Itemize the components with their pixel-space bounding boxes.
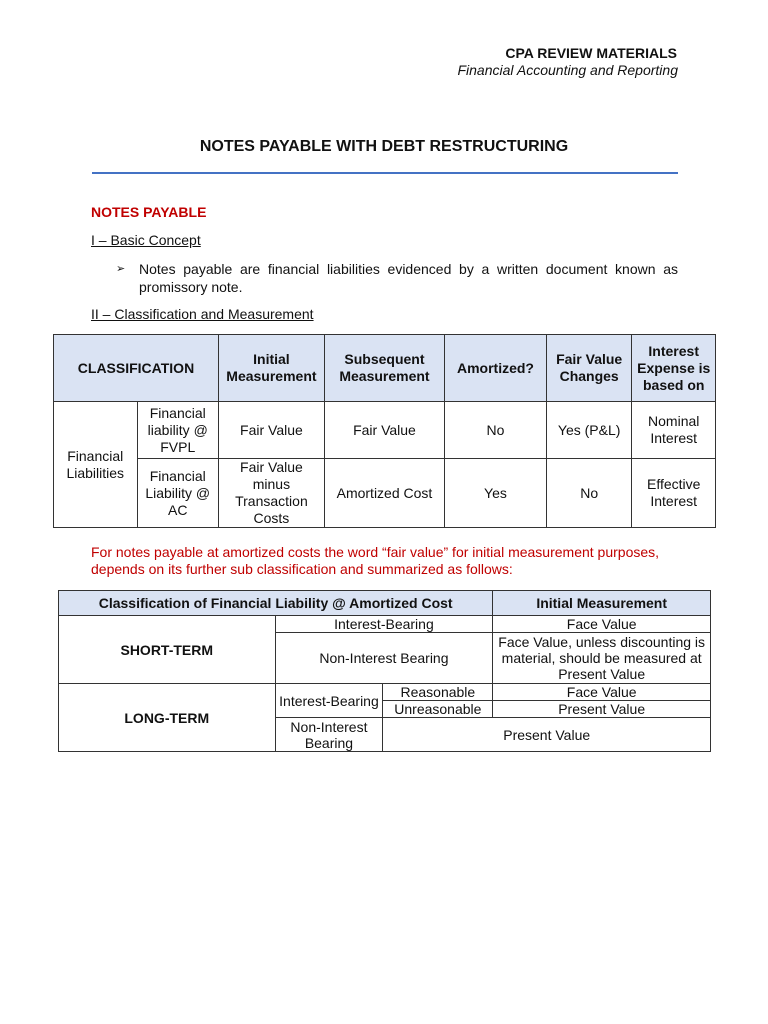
table-cell: Nominal Interest xyxy=(632,402,716,459)
basic-concept-heading: I – Basic Concept xyxy=(91,232,201,248)
table-cell: Interest-Bearing xyxy=(275,616,493,633)
table-cell: Amortized Cost xyxy=(324,459,444,528)
bullet-paragraph: Notes payable are financial liabilities evidenced by a written document known as promissory note. xyxy=(139,261,678,295)
header-title: CPA REVIEW MATERIALS xyxy=(505,45,677,61)
table-cell: Face Value xyxy=(493,684,711,701)
group-label-cell: Financial Liabilities xyxy=(54,402,138,528)
table-cell: Effective Interest xyxy=(632,459,716,528)
classification-heading: II – Classification and Measurement xyxy=(91,306,314,322)
table-cell: Yes xyxy=(445,459,547,528)
amortized-cost-note: For notes payable at amortized costs the word “fair value” for initial measurement purposes, depends on its further sub classification and summarized as follows: xyxy=(91,544,660,577)
table-cell: Fair Value xyxy=(218,402,324,459)
table-header-row xyxy=(54,335,716,402)
table-cell: Reasonable xyxy=(383,684,493,701)
table-row xyxy=(54,402,716,459)
table-cell: Face Value xyxy=(493,616,711,633)
table-cell: Non-Interest Bearing xyxy=(275,718,383,752)
section-heading: NOTES PAYABLE xyxy=(91,204,207,220)
table-cell: Fair Value minus Transaction Costs xyxy=(218,459,324,528)
header-cell: Initial Measurement xyxy=(218,335,324,402)
table-cell: Interest-Bearing xyxy=(275,684,383,718)
classification-table xyxy=(53,334,716,528)
document-title: NOTES PAYABLE WITH DEBT RESTRUCTURING xyxy=(199,138,569,155)
table-row xyxy=(54,459,716,528)
table-header-row xyxy=(59,591,711,616)
title-divider xyxy=(92,172,678,174)
header-cell: Fair Value Changes xyxy=(546,335,632,402)
table-cell: No xyxy=(546,459,632,528)
table-cell: Non-Interest Bearing xyxy=(275,633,493,684)
amortized-cost-table xyxy=(58,590,711,752)
arrow-bullet-icon: ➢ xyxy=(116,263,126,275)
table-cell: Financial Liability @ AC xyxy=(137,459,218,528)
long-term-label: LONG-TERM xyxy=(59,684,276,752)
table-cell: Yes (P&L) xyxy=(546,402,632,459)
header-cell: Subsequent Measurement xyxy=(324,335,444,402)
header-cell: Classification of Financial Liability @ Amortized Cost xyxy=(59,591,493,616)
table-cell: Present Value xyxy=(493,701,711,718)
table-cell: Face Value, unless discounting is material, should be measured at Present Value xyxy=(493,633,711,684)
header-cell: CLASSIFICATION xyxy=(54,335,219,402)
header-subtitle: Financial Accounting and Reporting xyxy=(457,62,678,78)
header-cell: Amortized? xyxy=(445,335,547,402)
table-cell: Fair Value xyxy=(324,402,444,459)
table-cell: Unreasonable xyxy=(383,701,493,718)
table-cell: No xyxy=(445,402,547,459)
header-cell: Interest Expense is based on xyxy=(632,335,716,402)
table-row xyxy=(59,616,711,633)
table-cell: Financial liability @ FVPL xyxy=(137,402,218,459)
header-cell: Initial Measurement xyxy=(493,591,711,616)
short-term-label: SHORT-TERM xyxy=(59,616,276,684)
table-cell: Present Value xyxy=(383,718,711,752)
table-row xyxy=(59,684,711,701)
